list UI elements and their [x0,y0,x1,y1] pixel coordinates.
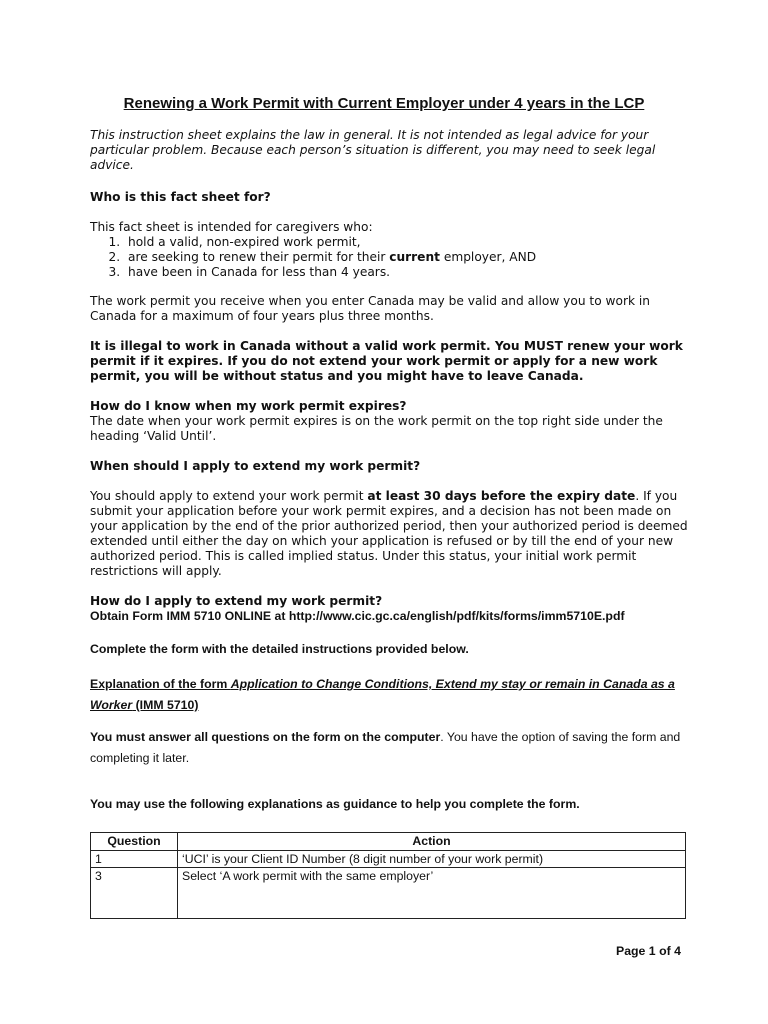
who-section [90,220,690,280]
validity-paragraph: The work permit you receive when you enter Canada may be valid and allow you to work in Canada for a maximum of four years plus three months. [90,294,651,323]
who-heading: Who is this fact sheet for? [90,190,271,204]
must-answer-paragraph: You must answer all questions on the form on the computer. You have the option of saving the form and completing it later. [90,730,681,765]
complete-form-text: Complete the form with the detailed instructions provided below. [90,642,469,656]
when-heading: When should I apply to extend my work permit? [90,459,421,473]
question-table [90,832,686,919]
explanation-heading: Explanation of the form Application to Change Conditions, Extend my stay or remain in Canada as a Worker (IMM 5710) [90,677,675,712]
question-number: 3 [91,868,178,919]
question-action: ‘UCI’ is your Client ID Number (8 digit number of your work permit) [178,851,686,868]
who-lead: This fact sheet is intended for caregivers who: [90,220,373,234]
table-header-row [91,833,686,851]
list-item: 2. are seeking to renew their permit for their current employer, AND [124,250,690,265]
guidance-text: You may use the following explanations as guidance to help you complete the form. [90,797,580,811]
table-header-question: Question [91,833,178,851]
table-header-action: Action [178,833,686,851]
question-number: 1 [91,851,178,868]
page-title: Renewing a Work Permit with Current Employer under 4 years in the LCP [123,95,645,112]
question-action: Select ‘A work permit with the same employer’ [178,868,686,919]
table-row [91,868,686,919]
page-number: Page 1 of 4 [616,944,681,958]
list-item: 1. hold a valid, non-expired work permit, [124,235,690,250]
list-item: 3. have been in Canada for less than 4 years. [124,265,690,280]
who-list [90,235,690,280]
table-row [91,851,686,868]
how-heading: How do I apply to extend my work permit? [90,594,383,608]
expires-heading: How do I know when my work permit expires? [90,399,407,413]
obtain-form-link[interactable]: Obtain Form IMM 5710 ONLINE at http://www.cic.gc.ca/english/pdf/kits/forms/imm5710E.pdf [90,609,625,623]
expires-text: The date when your work permit expires is on the work permit on the top right side under the heading ‘Valid Until’. [90,414,663,443]
warning-paragraph: It is illegal to work in Canada without a valid work permit. You MUST renew your work permit if it expires. If you do not extend your work permit or apply for a new work permit, you will be without status and you might have to leave Canada. [90,339,683,383]
intro-paragraph: This instruction sheet explains the law in general. It is not intended as legal advice for your particular problem. Because each person’s situation is different, you may need to seek legal advice. [90,128,656,172]
when-paragraph: You should apply to extend your work permit at least 30 days before the expiry date. If you submit your application before your work permit expires, and a decision has not been made on your application by the end of the prior authorized period, then your authorized period is deemed extended until either the day on which your application is refused or by till the end of your new authorized period. This is called implied status. Under this status, your initial work permit restrictions will apply. [90,489,688,578]
